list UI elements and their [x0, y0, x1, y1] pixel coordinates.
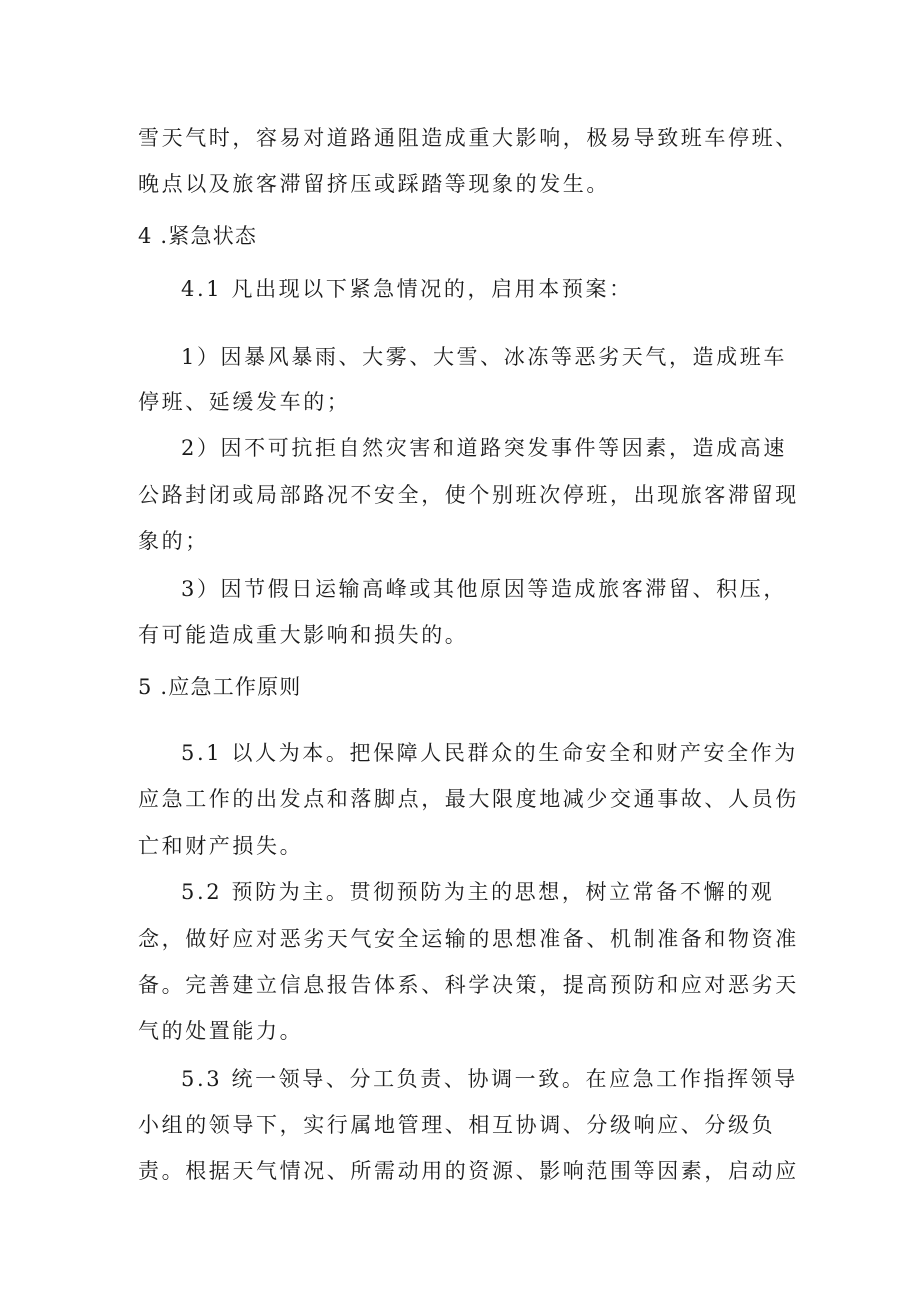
list-item: 3）因节假日运输高峰或其他原因等造成旅客滞留、积压，	[181, 577, 787, 601]
body-text-line: 晚点以及旅客滞留挤压或踩踏等现象的发生。	[138, 172, 610, 196]
subsection-paragraph: 5.2 预防为主。贯彻预防为主的思想，树立常备不懈的观	[181, 880, 775, 904]
body-text-line: 备。完善建立信息报告体系、科学决策，提高预防和应对恶劣天	[138, 973, 799, 997]
body-text-line: 亡和财产损失。	[138, 834, 304, 858]
section-heading: 5 .应急工作原则	[138, 675, 302, 699]
body-text-line: 停班、延缓发车的；	[138, 390, 351, 414]
body-text-line: 公路封闭或局部路况不安全，使个别班次停班，出现旅客滞留现	[138, 483, 799, 507]
body-text-line: 雪天气时，容易对道路通阻造成重大影响，极易导致班车停班、	[138, 126, 799, 150]
body-text-line: 小组的领导下，实行属地管理、相互协调、分级响应、分级负	[138, 1113, 776, 1137]
list-item: 1）因暴风暴雨、大雾、大雪、冰冻等恶劣天气，造成班车	[181, 345, 787, 369]
list-item: 2）因不可抗拒自然灾害和道路突发事件等因素，造成高速	[181, 436, 787, 460]
body-text-line: 应急工作的出发点和落脚点，最大限度地减少交通事故、人员伤	[138, 787, 799, 811]
subsection-paragraph: 5.1 以人为本。把保障人民群众的生命安全和财产安全作为	[181, 741, 798, 765]
body-text-line: 有可能造成重大影响和损失的。	[138, 623, 469, 647]
subsection-paragraph: 5.3 统一领导、分工负责、协调一致。在应急工作指挥领导	[181, 1067, 798, 1091]
section-heading: 4 .紧急状态	[138, 224, 258, 248]
body-text-line: 责。根据天气情况、所需动用的资源、影响范围等因素，启动应	[138, 1159, 799, 1183]
body-text-line: 气的处置能力。	[138, 1019, 304, 1043]
subsection-paragraph: 4.1 凡出现以下紧急情况的，启用本预案：	[181, 277, 633, 301]
body-text-line: 象的；	[138, 529, 209, 553]
body-text-line: 念，做好应对恶劣天气安全运输的思想准备、机制准备和物资准	[138, 927, 799, 951]
